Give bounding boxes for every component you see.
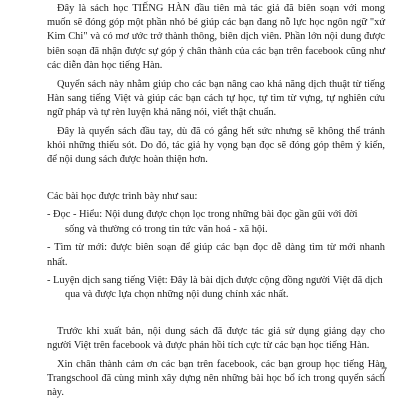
lesson-list-item-vocabulary-line1: - Tìm từ mới: được biên soạn để giúp các bạn đọc dễ dàng tìm từ mới nhanh nhất. (47, 242, 385, 268)
page-body-text (47, 2, 385, 405)
lesson-list-item-reading (47, 208, 385, 236)
apology-paragraph: Đây là quyển sách đầu tay, dù đã có gắng hết sức nhưng sẽ không thể tránh khỏi những thiếu sót. Do đó, tác giả hy vọng bạn đọc sẽ đóng góp thêm ý kiến, để nội dung sách được hoàn thiện hơn. (47, 125, 385, 166)
intro-paragraph: Đây là sách học TIẾNG HÀN đầu tiên mà tác giả đã biên soạn với mong muốn sẽ đóng góp một phần nhỏ bé giúp các bạn đang nỗ lực học ngôn ngữ "xứ Kim Chi" và có mơ ước trở thành thông, biên dịch viên. Phần lớn nội dung được biên soạn đã nhận được sự góp ý chân thành của các bạn trên facebook cũng như các diễn đàn học tiếng Hàn. (47, 3, 385, 71)
lesson-list-item-vocabulary (47, 241, 385, 269)
page-number: 7 (381, 364, 387, 378)
lesson-list-intro: Các bài học được trình bày như sau: (47, 190, 198, 202)
lesson-list-item-translation-line2: qua và được lựa chọn những nội dung chính xác nhất. (65, 289, 289, 301)
lesson-list-item-translation (47, 274, 385, 302)
lesson-list-item-reading-line2: sống và thường có trong tin tức văn hoá - xã hội. (65, 223, 268, 235)
section-spacer (47, 172, 385, 190)
purpose-paragraph: Quyển sách này nhằm giúp cho các bạn nâng cao khả năng dịch thuật từ tiếng Hàn sang tiếng Việt và giúp các bạn cách tự học, tự tìm từ vựng, tự nghiên cứu ngữ pháp và tự rèn luyện khả năng nói, viết thật chuẩn. (47, 78, 385, 118)
thanks-paragraph: Xin chân thành cảm ơn các bạn trên facebook, các bạn group học tiếng Hàn Trangschool đã cùng mình xây dựng nên những bài học bổ ích trong quyển sách này. (47, 359, 385, 399)
lesson-list-item-translation-line1: - Luyện dịch sang tiếng Việt: Đây là bài dịch được cộng đồng người Việt đã dịch (47, 275, 383, 287)
publication-paragraph: Trước khi xuất bản, nội dung sách đã được tác giả sử dụng giảng dạy cho người Việt trên facebook và được phản hồi tích cực từ các bạn học tiếng Hàn. (47, 326, 385, 352)
lesson-list-item-reading-line1: - Đọc - Hiểu: Nội dung được chọn lọc trong những bài đọc gần gũi với đời (47, 209, 358, 221)
section-spacer-2 (47, 307, 385, 325)
